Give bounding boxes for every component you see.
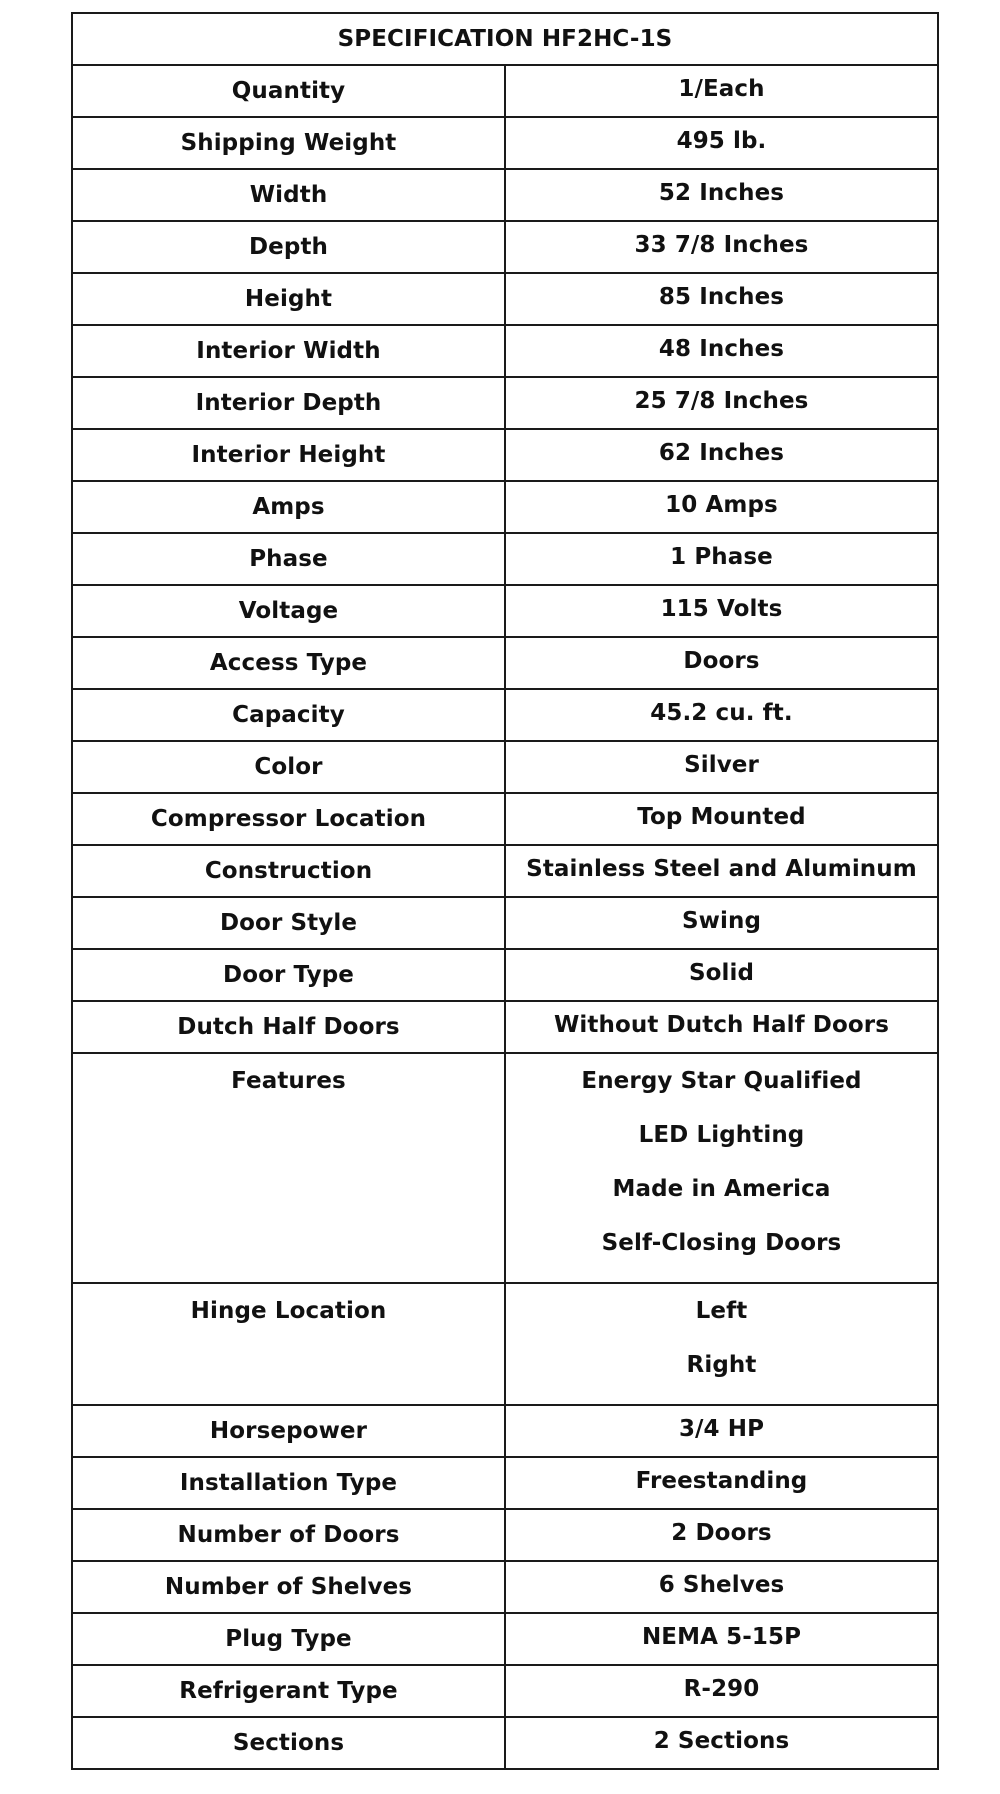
table-row	[72, 585, 938, 637]
table-row	[72, 481, 938, 533]
spec-value: 1 Phase	[670, 544, 773, 570]
spec-label: Door Type	[72, 949, 505, 1001]
table-row	[72, 325, 938, 377]
spec-value-cell	[505, 897, 938, 949]
spec-value: 1/Each	[678, 76, 765, 102]
spec-label: Features	[72, 1053, 505, 1283]
spec-value-cell	[505, 689, 938, 741]
spec-value-cell	[505, 585, 938, 637]
spec-value-cell	[505, 273, 938, 325]
spec-label: Depth	[72, 221, 505, 273]
spec-value: Doors	[683, 648, 760, 674]
spec-label: Amps	[72, 481, 505, 533]
spec-label: Voltage	[72, 585, 505, 637]
spec-value-cell	[505, 1717, 938, 1769]
spec-value-cell	[505, 1053, 938, 1283]
table-row	[72, 793, 938, 845]
table-row	[72, 845, 938, 897]
table-row	[72, 689, 938, 741]
spec-value-cell	[505, 1509, 938, 1561]
spec-value: 3/4 HP	[678, 1416, 765, 1442]
spec-value-cell	[505, 1561, 938, 1613]
spec-label: Horsepower	[72, 1405, 505, 1457]
table-row	[72, 1665, 938, 1717]
table-row	[72, 1717, 938, 1769]
spec-label: Hinge Location	[72, 1283, 505, 1405]
table-row	[72, 273, 938, 325]
spec-value-cell	[505, 481, 938, 533]
table-row	[72, 637, 938, 689]
table-row	[72, 429, 938, 481]
table-row	[72, 377, 938, 429]
table-row	[72, 1509, 938, 1561]
table-row	[72, 169, 938, 221]
spec-label: Access Type	[72, 637, 505, 689]
spec-value-cell	[505, 221, 938, 273]
specification-table	[71, 12, 939, 1770]
title-row	[72, 13, 938, 65]
spec-value: Made in America	[612, 1176, 831, 1202]
spec-label: Interior Width	[72, 325, 505, 377]
spec-value: Top Mounted	[637, 804, 806, 830]
spec-value-cell	[505, 169, 938, 221]
table-row	[72, 1613, 938, 1665]
spec-value: 2 Sections	[653, 1728, 790, 1754]
spec-value: LED Lighting	[638, 1122, 805, 1148]
spec-value-cell	[505, 117, 938, 169]
spec-rows	[72, 65, 938, 1769]
spec-value: 48 Inches	[658, 336, 785, 362]
spec-label: Color	[72, 741, 505, 793]
spec-label: Installation Type	[72, 1457, 505, 1509]
spec-value-cell	[505, 1405, 938, 1457]
spec-label: Number of Doors	[72, 1509, 505, 1561]
table-row	[72, 1457, 938, 1509]
table-row	[72, 1405, 938, 1457]
spec-value: Swing	[681, 908, 762, 934]
spec-value-cell	[505, 325, 938, 377]
table-row	[72, 1053, 938, 1283]
table-row	[72, 1001, 938, 1053]
spec-label: Capacity	[72, 689, 505, 741]
spec-label: Quantity	[72, 65, 505, 117]
spec-value: R-290	[683, 1676, 760, 1702]
spec-label: Phase	[72, 533, 505, 585]
spec-label: Shipping Weight	[72, 117, 505, 169]
spec-value: Right	[686, 1352, 757, 1378]
spec-value: Silver	[684, 752, 759, 778]
spec-value: 85 Inches	[658, 284, 785, 310]
spec-value: Solid	[688, 960, 755, 986]
spec-label: Dutch Half Doors	[72, 1001, 505, 1053]
spec-value: 2 Doors	[671, 1520, 772, 1546]
spec-value: 115 Volts	[660, 596, 783, 622]
table-row	[72, 949, 938, 1001]
spec-value: 45.2 cu. ft.	[650, 700, 793, 726]
table-row	[72, 221, 938, 273]
spec-value: Energy Star Qualified	[581, 1068, 862, 1094]
spec-value-cell	[505, 637, 938, 689]
spec-label: Construction	[72, 845, 505, 897]
spec-value-cell	[505, 65, 938, 117]
spec-value-cell	[505, 845, 938, 897]
spec-value-cell	[505, 949, 938, 1001]
spec-value: 25 7/8 Inches	[634, 388, 809, 414]
spec-label: Plug Type	[72, 1613, 505, 1665]
spec-value-cell	[505, 1457, 938, 1509]
spec-value: Freestanding	[635, 1468, 808, 1494]
table-title: SPECIFICATION HF2HC-1S	[72, 13, 938, 65]
spec-value-cell	[505, 429, 938, 481]
table-row	[72, 897, 938, 949]
spec-value-cell	[505, 377, 938, 429]
spec-value-cell	[505, 1001, 938, 1053]
spec-label: Height	[72, 273, 505, 325]
spec-value-cell	[505, 793, 938, 845]
spec-value: 52 Inches	[658, 180, 785, 206]
table-row	[72, 1561, 938, 1613]
spec-value-cell	[505, 1665, 938, 1717]
spec-value-cell	[505, 1613, 938, 1665]
spec-label: Refrigerant Type	[72, 1665, 505, 1717]
table-row	[72, 741, 938, 793]
spec-value: 6 Shelves	[658, 1572, 785, 1598]
spec-label: Interior Depth	[72, 377, 505, 429]
spec-value: Left	[695, 1298, 748, 1324]
spec-label: Sections	[72, 1717, 505, 1769]
spec-value: 62 Inches	[658, 440, 785, 466]
spec-value: 10 Amps	[665, 492, 778, 518]
table-row	[72, 117, 938, 169]
table-row	[72, 1283, 938, 1405]
spec-value-cell	[505, 1283, 938, 1405]
spec-value: Without Dutch Half Doors	[553, 1012, 890, 1038]
spec-label: Compressor Location	[72, 793, 505, 845]
spec-value-cell	[505, 741, 938, 793]
spec-label: Door Style	[72, 897, 505, 949]
spec-value-cell	[505, 533, 938, 585]
spec-value: NEMA 5-15P	[641, 1624, 802, 1650]
spec-label: Width	[72, 169, 505, 221]
spec-label: Number of Shelves	[72, 1561, 505, 1613]
spec-value: 33 7/8 Inches	[634, 232, 809, 258]
spec-value: 495 lb.	[676, 128, 767, 154]
table-row	[72, 533, 938, 585]
spec-label: Interior Height	[72, 429, 505, 481]
table-row	[72, 65, 938, 117]
spec-value: Self-Closing Doors	[601, 1230, 842, 1256]
spec-value: Stainless Steel and Aluminum	[526, 856, 917, 882]
